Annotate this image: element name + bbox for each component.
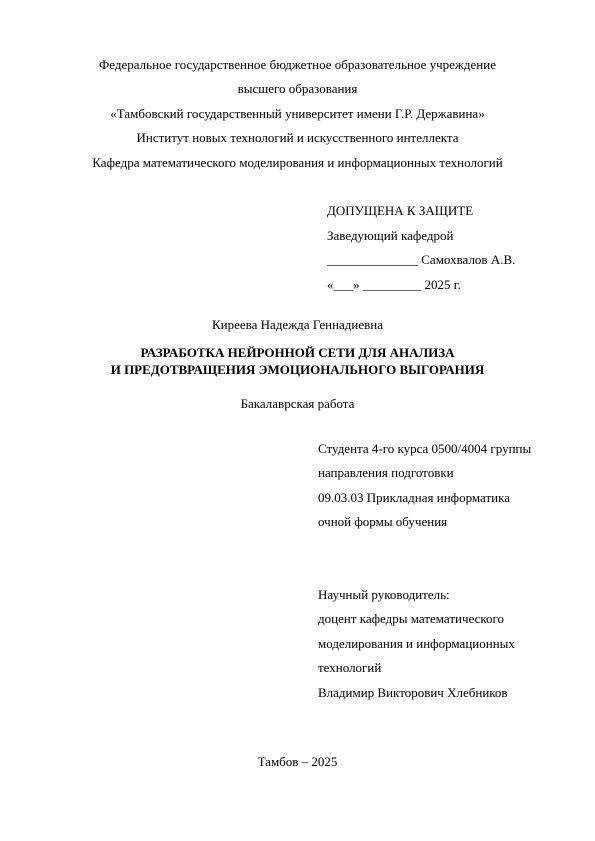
- approval-date-line: «___» _________ 2025 г.: [327, 277, 461, 292]
- supervisor-label: Научный руководитель:: [318, 587, 450, 602]
- author-name: Киреева Надежда Геннадиевна: [212, 317, 383, 332]
- header-line-education-level: высшего образования: [237, 81, 358, 96]
- header-line-department: Кафедра математического моделирования и информационных технологий: [92, 155, 503, 170]
- thesis-title-line-2: И ПРЕДОТВРАЩЕНИЯ ЭМОЦИОНАЛЬНОГО ВЫГОРАНИЯ: [110, 362, 485, 377]
- student-study-form: очной формы обучения: [318, 514, 448, 529]
- city-year: Тамбов – 2025: [257, 754, 338, 769]
- student-course-group: Студента 4-го курса 0500/4004 группы: [318, 441, 532, 456]
- supervisor-position-line-2: моделирования и информационных: [318, 636, 515, 651]
- approval-heading: ДОПУЩЕНА К ЗАЩИТЕ: [327, 203, 474, 218]
- supervisor-position-line-1: доцент кафедры математического: [318, 611, 505, 626]
- header-line-organization-type: Федеральное государственное бюджетное образовательное учреждение: [99, 57, 496, 72]
- thesis-title-line-1: РАЗРАБОТКА НЕЙРОННОЙ СЕТИ ДЛЯ АНАЛИЗА: [140, 345, 455, 360]
- approval-signature-line: ______________ Самохвалов А.В.: [327, 252, 516, 267]
- supervisor-name: Владимир Викторович Хлебников: [318, 685, 508, 700]
- student-direction-label: направления подготовки: [318, 465, 454, 480]
- supervisor-position-line-3: технологий: [318, 660, 382, 675]
- work-type: Бакалаврская работа: [240, 396, 355, 411]
- student-direction-code: 09.03.03 Прикладная информатика: [318, 490, 510, 505]
- approval-position: Заведующий кафедрой: [327, 228, 454, 243]
- header-line-university: «Тамбовский государственный университет имени Г.Р. Державина»: [110, 106, 485, 121]
- header-line-institute: Институт новых технологий и искусственного интеллекта: [136, 130, 459, 145]
